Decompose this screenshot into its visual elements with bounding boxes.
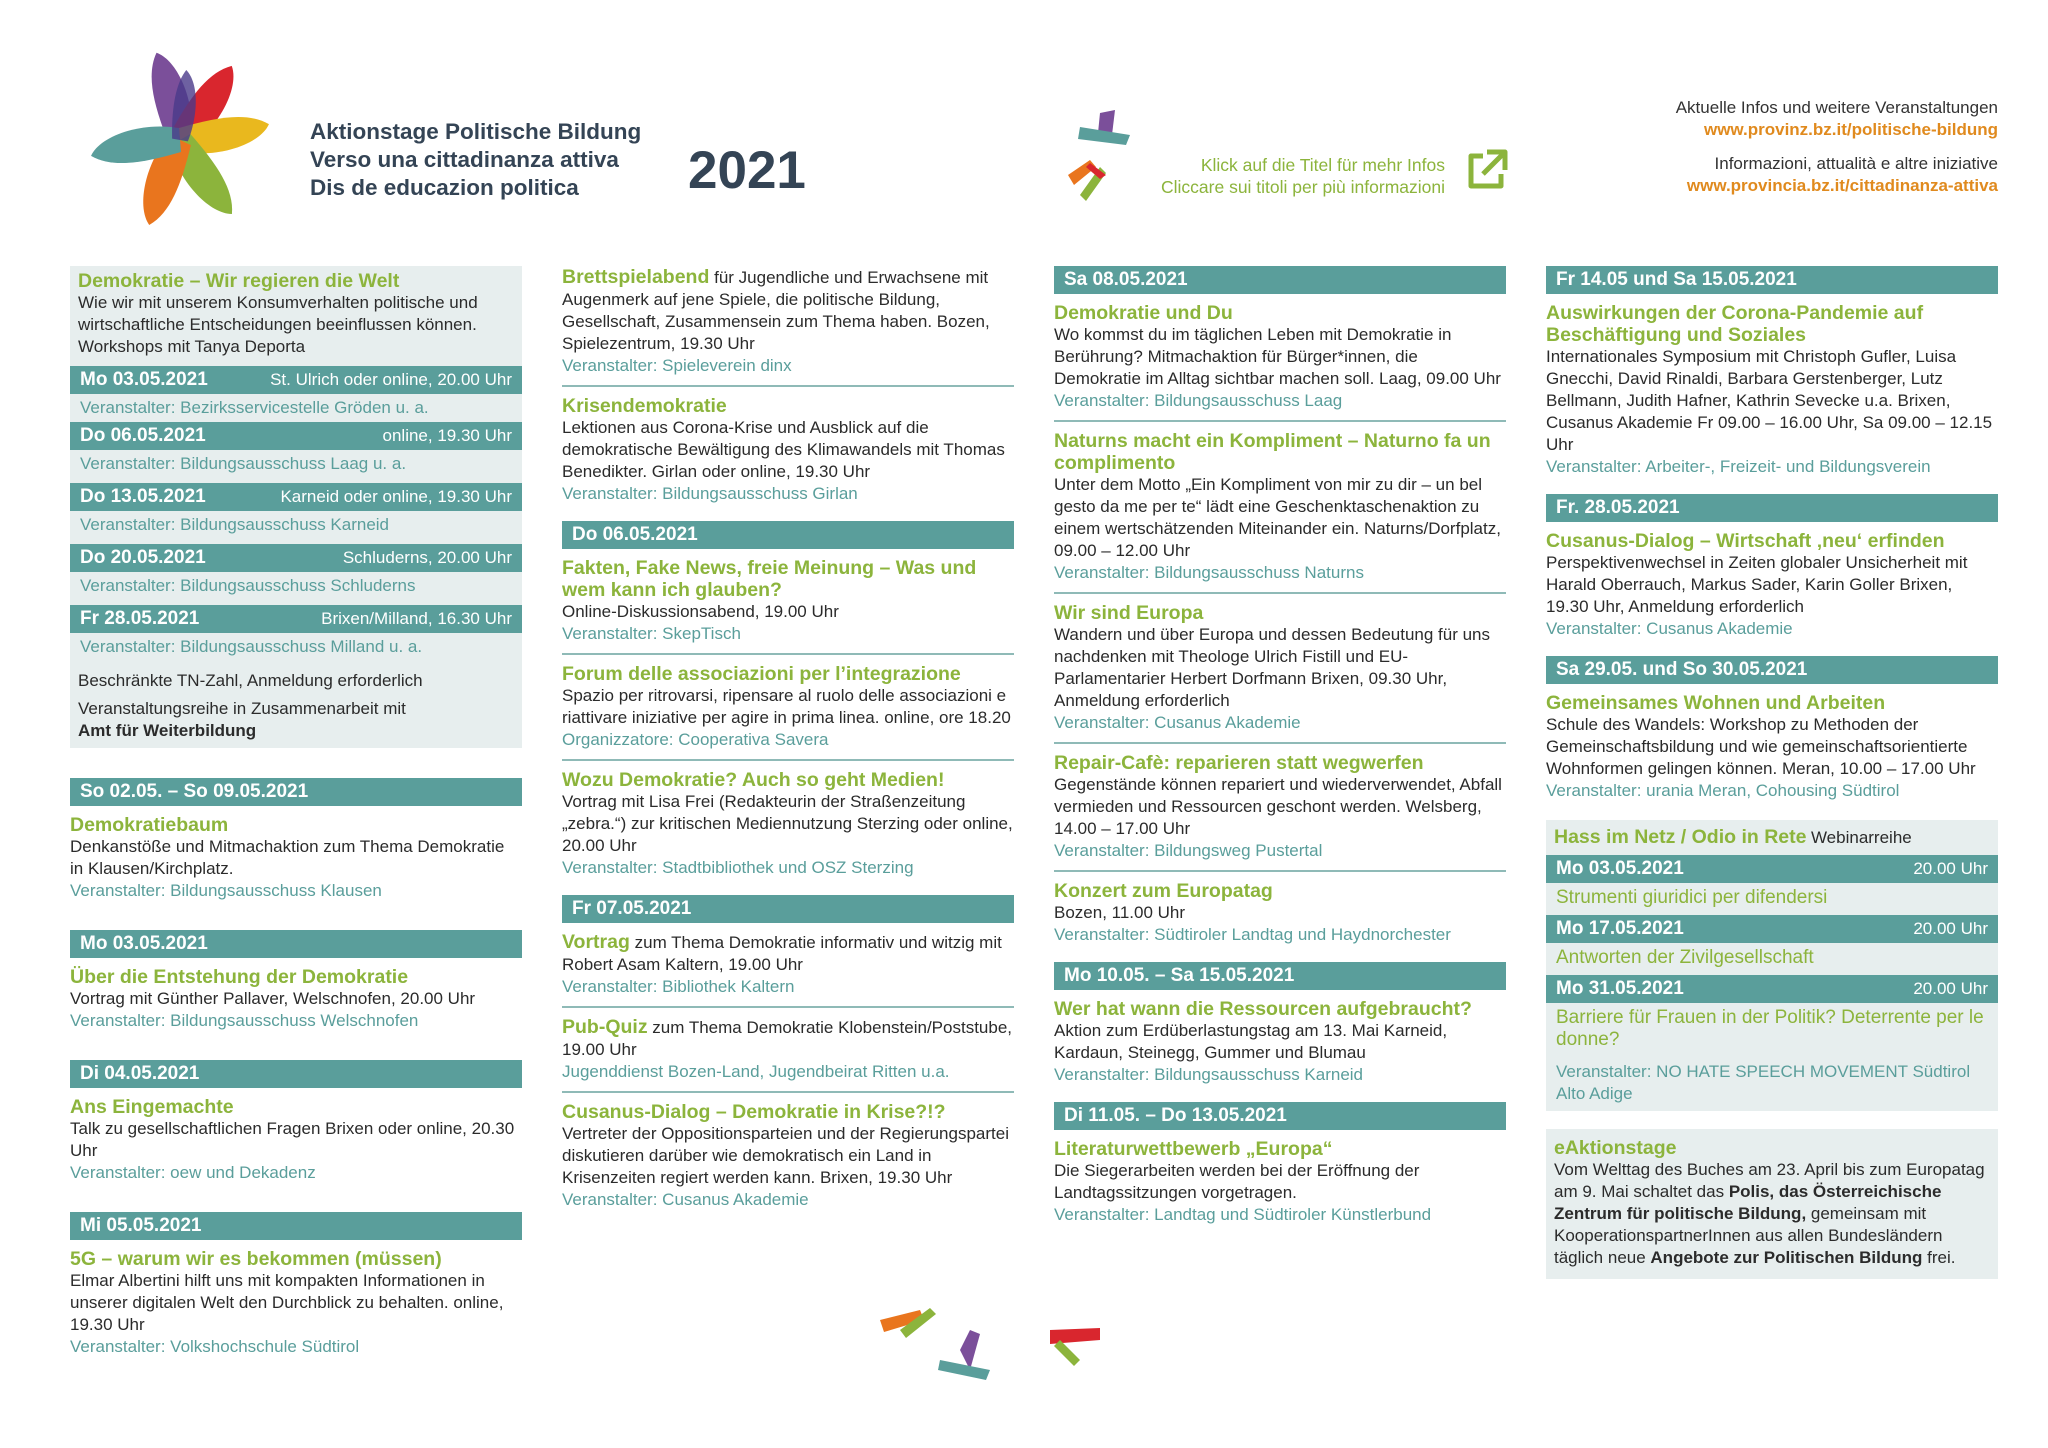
year: 2021 [688, 141, 806, 200]
organizer: Veranstalter: Landtag und Südtiroler Künstlerbund [1054, 1205, 1432, 1224]
organizer: Veranstalter: Bildungsausschuss Karneid [1054, 1065, 1364, 1084]
divider [1054, 742, 1506, 744]
event-desc: Vortrag mit Günther Pallaver, Welschnofen, 20.00 Uhr [70, 989, 476, 1008]
divider [562, 1091, 1014, 1093]
divider [1054, 420, 1506, 422]
title-block [310, 118, 641, 202]
date: Do 20.05.2021 [80, 547, 206, 568]
header [0, 0, 2048, 250]
event-title-link[interactable]: Konzert zum Europatag [1054, 880, 1273, 902]
text-part: Vom Welttag des Buches am 23. April bis zum Europatag am 9. Mai schaltet das [1554, 1160, 1985, 1201]
event-title-link[interactable]: Cusanus-Dialog – Demokratie in Krise?!? [562, 1101, 946, 1123]
organizer: Veranstalter: Cusanus Akademie [1546, 619, 1793, 638]
organizer: Veranstalter: Südtiroler Landtag und Haydnorchester [1054, 925, 1451, 944]
event-title-link[interactable]: Krisendemokratie [562, 395, 727, 417]
event-title-link[interactable]: Fakten, Fake News, freie Meinung – Was und wem kann ich glauben? [562, 557, 977, 601]
event-title-link[interactable]: Wozu Demokratie? Auch so geht Medien! [562, 769, 945, 791]
event-desc: Spazio per ritrovarsi, ripensare al ruolo delle associazioni e riattivare iniziative per agire in prima linea. online, ore 18.20 [562, 686, 1011, 727]
event-desc: Lektionen aus Corona-Krise und Ausblick auf die demokratische Bewältigung des Klimawandels mit Thomas Benedikter. Girlan oder online, 19.30 Uhr [562, 418, 1005, 481]
divider [1054, 592, 1506, 594]
date-bar: Mi 05.05.2021 [70, 1212, 522, 1240]
url-de-link[interactable]: www.provinz.bz.it/politische-bildung [1703, 120, 1998, 139]
event-title-link[interactable]: Pub-Quiz [562, 1016, 648, 1038]
event-desc: Aktion zum Erdüberlastungstag am 13. Mai Karneid, Kardaun, Steinegg, Gummer und Blumau [1054, 1021, 1448, 1062]
text-bold: Angebote zur Politischen Bildung [1650, 1248, 1923, 1267]
click-hint-it: Cliccare sui titoli per più informazioni [1161, 177, 1445, 197]
date-bar: So 02.05. – So 09.05.2021 [70, 778, 522, 806]
title-de: Aktionstage Politische Bildung [310, 119, 642, 144]
webinar-topic-link[interactable]: Antworten der Zivilgesellschaft [1556, 947, 1814, 968]
date: Mo 17.05.2021 [1556, 918, 1684, 939]
organizer: Veranstalter: Bildungsausschuss Laag [1054, 391, 1343, 410]
event-desc: Bozen, 11.00 Uhr [1054, 903, 1186, 922]
date: Fr 28.05.2021 [80, 608, 200, 629]
event-entry [562, 266, 1014, 355]
organizer: Veranstalter: Bildungsweg Pustertal [1054, 841, 1323, 860]
organizer: Veranstalter: Bildungsausschuss Welschnofen [70, 1011, 419, 1030]
date-bar [70, 544, 522, 572]
date-bar: Do 06.05.2021 [562, 521, 1014, 549]
date-bar: Mo 10.05. – Sa 15.05.2021 [1054, 962, 1506, 990]
event-title-link[interactable]: Vortrag [562, 931, 630, 953]
event-title-link[interactable]: Demokratie – Wir regieren die Welt [78, 270, 400, 292]
divider [1054, 870, 1506, 872]
place: Schluderns, 20.00 Uhr [342, 548, 512, 567]
event-title-link[interactable]: Literaturwettbewerb „Europa“ [1054, 1138, 1333, 1160]
organizer: Veranstalter: Arbeiter-, Freizeit- und Bildungsverein [1546, 457, 1931, 476]
text-bold: Polis, das Österreichische Zentrum für politische Bildung, [1554, 1182, 1942, 1223]
organizer: Veranstalter: Volkshochschule Südtirol [70, 1337, 360, 1356]
event-title-link[interactable]: Forum delle associazioni per l’integrazione [562, 663, 961, 685]
date-bar: Sa 08.05.2021 [1054, 266, 1506, 294]
divider [562, 385, 1014, 387]
place: online, 19.30 Uhr [382, 426, 512, 445]
place: St. Ulrich oder online, 20.00 Uhr [270, 370, 512, 389]
date-bar [70, 605, 522, 633]
divider [562, 1006, 1014, 1008]
organizer: Veranstalter: Bildungsausschuss Karneid [80, 515, 390, 534]
organizer: Veranstalter: Stadtbibliothek und OSZ Sterzing [562, 858, 914, 877]
event-desc: Wie wir mit unserem Konsumverhalten politische und wirtschaftliche Entscheidungen beeinflussen können. Workshops mit Tanya Deporta [78, 293, 478, 356]
click-hint-de: Klick auf die Titel für mehr Infos [1200, 155, 1445, 175]
text-part: frei. [1922, 1248, 1956, 1267]
date-bar [1546, 915, 1998, 943]
column-1 [70, 266, 522, 1358]
event-title-link[interactable]: 5G – warum wir es bekommen (müssen) [70, 1248, 442, 1270]
title-it: Verso una cittadinanza attiva [310, 147, 619, 172]
time: 20.00 Uhr [1913, 859, 1988, 878]
note: Beschränkte TN-Zahl, Anmeldung erforderlich [78, 671, 423, 690]
date-bar [70, 483, 522, 511]
date-bar [1546, 975, 1998, 1003]
date-bar [70, 366, 522, 394]
event-desc: Schule des Wandels: Workshop zu Methoden der Gemeinschaftsbildung und wie gemeinschaftsorientierte Wohnformen gelingen können. Meran, 10.00 – 17.00 Uhr [1546, 715, 1976, 778]
organizer: Veranstalter: Spieleverein dinx [562, 356, 792, 375]
organizer: Veranstalter: Bildungsausschuss Laag u. a. [80, 454, 407, 473]
date-bar: Fr 07.05.2021 [562, 895, 1014, 923]
organizer: Veranstalter: Bildungsausschuss Klausen [70, 881, 382, 900]
date: Mo 03.05.2021 [1556, 858, 1684, 879]
event-title-link[interactable]: Cusanus-Dialog – Wirtschaft ‚neu‘ erfinden [1546, 530, 1945, 552]
event-title-link[interactable]: Auswirkungen der Corona-Pandemie auf Beschäftigung und Soziales [1546, 302, 1924, 346]
date-bar: Di 11.05. – Do 13.05.2021 [1054, 1102, 1506, 1130]
info-de: Aktuelle Infos und weitere Veranstaltungen [1675, 98, 1998, 117]
note-bold: Amt für Weiterbildung [78, 721, 257, 740]
event-title-link[interactable]: Repair-Cafè: reparieren statt wegwerfen [1054, 752, 1424, 774]
event-desc: Perspektivenwechsel in Zeiten globaler Unsicherheit mit Harald Oberrauch, Markus Sader, Karin Goller Brixen, 19.30 Uhr, Anmeldung erforderlich [1546, 553, 1968, 616]
event-desc: Vortrag mit Lisa Frei (Redakteurin der Straßenzeitung „zebra.“) zur kritischen Mediennutzung Sterzing oder online, 20.00 Uhr [562, 792, 1013, 855]
organizer: Veranstalter: Bildungsausschuss Girlan [562, 484, 858, 503]
event-desc: Wo kommst du im täglichen Leben mit Demokratie in Berührung? Mitmachaktion für Bürger*innen, die Demokratie im Alltag sichtbar machen soll. Laag, 09.00 Uhr [1054, 325, 1501, 388]
info-it: Informazioni, attualità e altre iniziative [1714, 154, 1998, 173]
date-bar: Di 04.05.2021 [70, 1060, 522, 1088]
event-desc: Wandern und über Europa und dessen Bedeutung für uns nachdenken mit Theologe Ulrich Fistill und EU-Parlamentarier Herbert Dorfmann Brixen, 09.30 Uhr, Anmeldung erforderlich [1054, 625, 1491, 710]
time: 20.00 Uhr [1913, 919, 1988, 938]
logo [70, 40, 290, 240]
event-desc: Online-Diskussionsabend, 19.00 Uhr [562, 602, 839, 621]
event-title-link[interactable]: Gemeinsames Wohnen und Arbeiten [1546, 692, 1886, 714]
webinar-sub: Webinarreihe [1810, 828, 1912, 847]
organizer: Veranstalter: Bildungsausschuss Naturns [1054, 563, 1364, 582]
event-desc: Vertreter der Oppositionsparteien und der Regierungspartei diskutieren darüber wie demokratisch ein Land in Krisenzeiten regiert werden kann. Brixen, 19.30 Uhr [562, 1124, 1009, 1187]
event-title-link[interactable]: Demokratiebaum [70, 814, 229, 836]
event-title-link[interactable]: Hass im Netz / Odio in Rete [1554, 826, 1807, 848]
event-entry [562, 1016, 1014, 1061]
time: 20.00 Uhr [1913, 979, 1988, 998]
event-desc: Elmar Albertini hilft uns mit kompakten Informationen in unserer digitalen Welt den Durchblick zu behalten. online, 19.30 Uhr [70, 1271, 504, 1334]
event-desc: für Jugendliche und Erwachsene mit Augenmerk auf jene Spiele, die politische Bildung, Gesellschaft, Zusammensein zum Thema haben. Bozen, Spielezentrum, 19.30 Uhr [562, 268, 990, 353]
organizer: Jugenddienst Bozen-Land, Jugendbeirat Ritten u.a. [562, 1062, 950, 1081]
event-desc: Unter dem Motto „Ein Kompliment von mir zu dir – un bel gesto da me per te“ lädt eine Geschenktaschenaktion zu einem wertschätzenden Miteinander ein. Naturns/Dorfplatz, 09.00 – 12.00 Uhr [1054, 475, 1501, 560]
organizer: Veranstalter: oew und Dekadenz [70, 1163, 316, 1182]
date-bar: Fr. 28.05.2021 [1546, 494, 1998, 522]
event-title-link[interactable]: Wer hat wann die Ressourcen aufgebraucht? [1054, 998, 1472, 1020]
url-it-link[interactable]: www.provincia.bz.it/cittadinanza-attiva [1686, 176, 1998, 195]
organizer: Veranstalter: Bildungsausschuss Schluderns [80, 576, 416, 595]
organizer: Veranstalter: NO HATE SPEECH MOVEMENT Südtirol Alto Adige [1556, 1062, 1971, 1103]
date-bar: Sa 29.05. und So 30.05.2021 [1546, 656, 1998, 684]
organizer: Veranstalter: SkepTisch [562, 624, 741, 643]
event-desc: zum Thema Demokratie Klobenstein/Poststube, 19.00 Uhr [562, 1018, 1012, 1059]
title-lad: Dis de educazion politica [310, 175, 579, 200]
divider [562, 759, 1014, 761]
external-link-icon[interactable] [1463, 148, 1509, 194]
place: Karneid oder online, 19.30 Uhr [280, 487, 512, 506]
event-title-link[interactable]: Demokratie und Du [1054, 302, 1233, 324]
top-links [1676, 97, 1998, 197]
event-title-link[interactable]: Über die Entstehung der Demokratie [70, 966, 409, 988]
event-desc: Talk zu gesellschaftlichen Fragen Brixen oder online, 20.30 Uhr [70, 1119, 515, 1160]
event-title-link[interactable]: eAktionstage [1554, 1137, 1677, 1159]
event-desc: zum Thema Demokratie informativ und witzig mit Robert Asam Kaltern, 19.00 Uhr [562, 933, 1002, 974]
organizer: Veranstalter: Cusanus Akademie [1054, 713, 1301, 732]
column-3 [1054, 266, 1506, 1226]
date: Do 13.05.2021 [80, 486, 206, 507]
date-bar [1546, 855, 1998, 883]
event-desc: Gegenstände können repariert und wiederverwendet, Abfall vermieden und Ressourcen geschont werden. Welsberg, 14.00 – 17.00 Uhr [1054, 775, 1502, 838]
decoration-brush-icon [1060, 105, 1165, 215]
event-title-link[interactable]: Naturns macht ein Kompliment – Naturno fa un complimento [1054, 430, 1491, 474]
date-bar [70, 422, 522, 450]
organizer: Veranstalter: urania Meran, Cohousing Südtirol [1546, 781, 1900, 800]
webinar-header [1546, 826, 1998, 855]
date: Mo 03.05.2021 [80, 369, 208, 390]
event-desc [1554, 1159, 1990, 1269]
event-title-link[interactable]: Wir sind Europa [1054, 602, 1204, 624]
workshop-box [70, 266, 522, 748]
webinar-box [1546, 820, 1998, 1111]
event-title-link[interactable]: Ans Eingemachte [70, 1096, 234, 1118]
note: Veranstaltungsreihe in Zusammenarbeit mit [78, 699, 406, 718]
column-4 [1546, 266, 1998, 1279]
text-part: gemeinsam mit KooperationspartnerInnen aus allen Bundesländern täglich neue [1554, 1204, 1943, 1267]
eaktionstage-box [1546, 1129, 1998, 1279]
organizer: Veranstalter: Bezirksservicestelle Gröden u. a. [80, 398, 429, 417]
event-entry [562, 931, 1014, 976]
webinar-topic-link[interactable]: Strumenti giuridici per difendersi [1556, 887, 1828, 908]
divider [562, 653, 1014, 655]
column-2 [562, 266, 1014, 1211]
decoration-brush-icon [870, 1300, 1110, 1410]
place: Brixen/Milland, 16.30 Uhr [321, 609, 512, 628]
organizer: Organizzatore: Cooperativa Savera [562, 730, 829, 749]
event-title-link[interactable]: Brettspielabend [562, 266, 710, 288]
date-bar: Fr 14.05 und Sa 15.05.2021 [1546, 266, 1998, 294]
click-hint [1161, 154, 1445, 198]
organizer: Veranstalter: Bildungsausschuss Milland u. a. [80, 637, 423, 656]
event-desc: Die Siegerarbeiten werden bei der Eröffnung der Landtagssitzungen vorgetragen. [1054, 1161, 1420, 1202]
organizer: Veranstalter: Bibliothek Kaltern [562, 977, 795, 996]
webinar-topic-link[interactable]: Barriere für Frauen in der Politik? Deterrente per le donne? [1556, 1007, 1984, 1050]
organizer: Veranstalter: Cusanus Akademie [562, 1190, 809, 1209]
event-desc: Denkanstöße und Mitmachaktion zum Thema Demokratie in Klausen/Kirchplatz. [70, 837, 505, 878]
event-desc: Internationales Symposium mit Christoph Gufler, Luisa Gnecchi, David Rinaldi, Barbara Gerstenberger, Lutz Bellmann, Judith Hafner, Kathrin Sevecke u.a. Brixen, Cusanus Akademie Fr 09.00 – 16.00 Uhr, Sa 09.00 – 12.15 Uhr [1546, 347, 1993, 454]
date: Do 06.05.2021 [80, 425, 206, 446]
date-bar: Mo 03.05.2021 [70, 930, 522, 958]
date: Mo 31.05.2021 [1556, 978, 1684, 999]
